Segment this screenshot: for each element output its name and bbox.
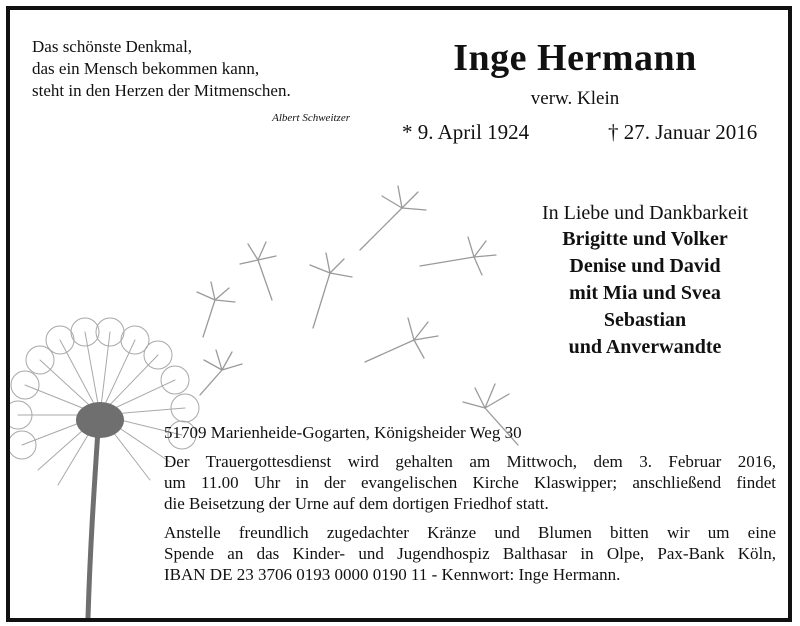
quote-line: Das schönste Denkmal, — [32, 37, 193, 56]
service-line: um 11.00 Uhr in der evangelischen Kirche Klaswipper; anschließend findet — [164, 473, 776, 492]
service-paragraph — [164, 451, 776, 514]
service-line: Der Trauergottesdienst wird gehalten am Mittwoch, dem 3. Februar 2016, — [164, 452, 776, 471]
deceased-maiden-name: verw. Klein — [530, 88, 620, 109]
obituary-card — [6, 6, 792, 622]
birth-date: * 9. April 1924 — [402, 120, 530, 144]
quote-author: Albert Schweitzer — [272, 112, 350, 124]
mourners-intro: In Liebe und Dankbarkeit — [541, 202, 749, 224]
donation-line: IBAN DE 23 3706 0193 0000 0190 11 - Kennwort: Inge Hermann. — [164, 565, 621, 584]
mourners-block — [510, 200, 780, 361]
dandelion-core — [76, 402, 124, 438]
notice-body — [164, 422, 776, 593]
quote-line: steht in den Herzen der Mitmenschen. — [32, 81, 291, 100]
flying-seeds — [197, 186, 518, 445]
donation-line: Anstelle freundlich zugedachter Kränze und Blumen bitten wir um eine — [164, 523, 776, 542]
mourner-name: Denise und David — [569, 255, 721, 277]
donation-line: Spende an das Kinder- und Jugendhospiz Balthasar in Olpe, Pax-Bank Köln, — [164, 544, 776, 563]
donation-paragraph — [164, 522, 776, 585]
deceased-name: Inge Hermann — [453, 37, 697, 79]
memorial-quote — [32, 36, 352, 102]
family-address: 51709 Marienheide-Gogarten, Königsheider Weg 30 — [164, 423, 522, 442]
service-line: die Beisetzung der Urne auf dem dortigen Friedhof statt. — [164, 494, 549, 513]
mourner-name: und Anverwandte — [568, 336, 722, 358]
death-date: † 27. Januar 2016 — [608, 120, 758, 144]
mourner-name: Sebastian — [603, 309, 687, 331]
quote-line: das ein Mensch bekommen kann, — [32, 59, 260, 78]
mourner-name: mit Mia und Svea — [569, 282, 721, 304]
mourner-name: Brigitte und Volker — [562, 228, 728, 250]
dandelion-stem — [88, 430, 98, 618]
